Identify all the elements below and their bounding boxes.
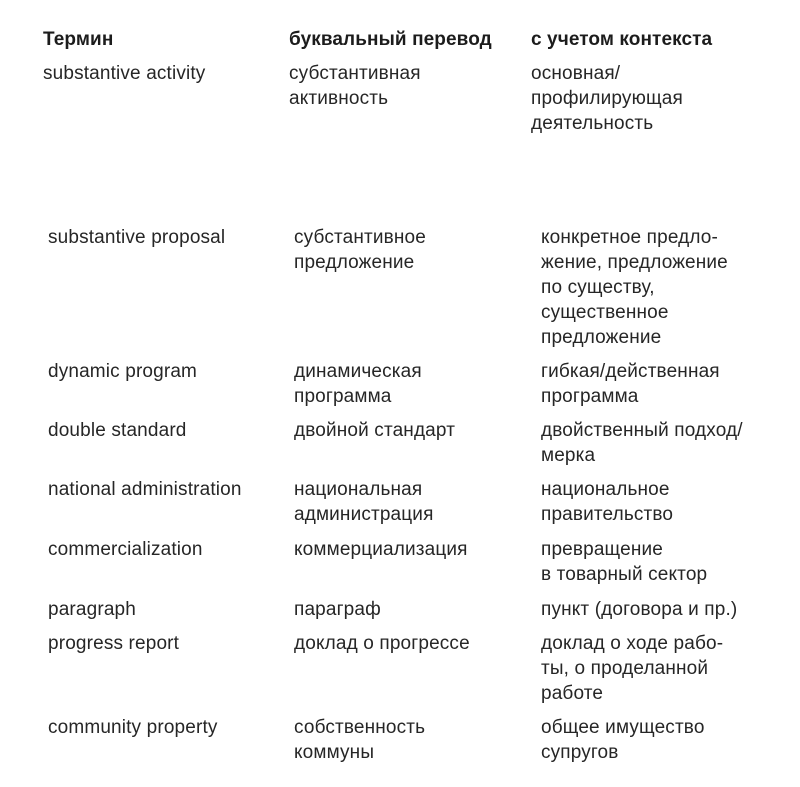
cell-term: paragraph [48,599,136,620]
cell-term: progress report [48,633,180,654]
cell-literal: доклад о прогрессе [294,633,470,654]
cell-term: substantive proposal [48,227,226,248]
cell-context: двойственный подход/ мерка [541,420,743,466]
cell-literal: параграф [294,599,381,620]
cell-context: национальное правительство [541,479,674,525]
cell-literal: субстантивная активность [289,63,421,109]
cell-term: commercialization [48,539,203,560]
cell-term: substantive activity [43,63,206,84]
cell-context: конкретное предло- жение, предложение по существу, существенное предложение [541,227,728,348]
header-term: Термин [43,29,114,50]
cell-term: community property [48,717,218,738]
cell-context: основная/ профилирующая деятельность [531,63,683,134]
cell-context: доклад о ходе рабо- ты, о проделанной работе [541,633,724,704]
cell-term: national administration [48,479,242,500]
cell-term: double standard [48,420,187,441]
cell-literal: собственность коммуны [294,717,426,763]
cell-context: пункт (договора и пр.) [541,599,738,620]
header-literal: буквальный перевод [289,29,492,50]
cell-term: dynamic program [48,361,198,382]
cell-literal: субстантивное предложение [294,227,426,273]
header-context: с учетом контекста [531,29,713,50]
cell-literal: коммерциализация [294,539,468,560]
cell-context: гибкая/действенная программа [541,361,720,407]
cell-literal: национальная администрация [294,479,434,525]
cell-context: общее имущество супругов [541,717,705,763]
cell-literal: двойной стандарт [294,420,456,441]
cell-context: превращение в товарный сектор [541,539,708,585]
cell-literal: динамическая программа [294,361,422,407]
